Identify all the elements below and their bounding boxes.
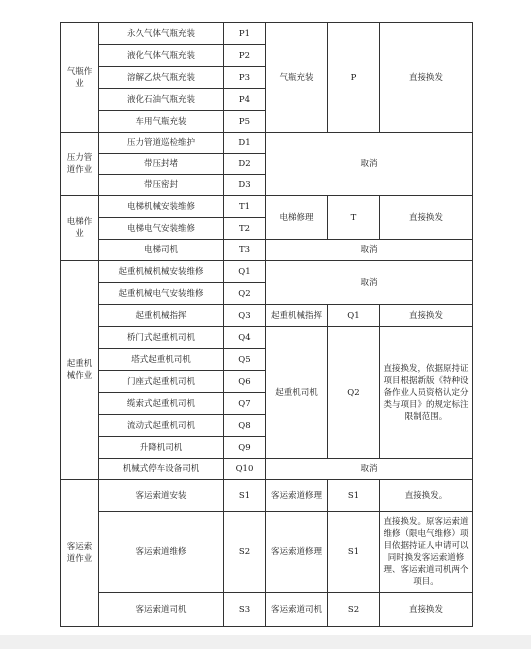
old-item-name: 带压封堵 [99,154,224,175]
old-item-code: Q2 [224,283,266,305]
old-item-code: Q3 [224,305,266,327]
table-row [61,459,473,480]
old-item-code: D2 [224,154,266,175]
new-item-code: T [328,196,380,240]
old-item-code: T2 [224,218,266,240]
old-item-code: S2 [224,512,266,593]
old-item-name: 机械式停车设备司机 [99,459,224,480]
category-cell: 电梯作业 [61,196,99,261]
old-item-name: 桥门式起重机司机 [99,327,224,349]
old-item-code: S3 [224,593,266,627]
old-item-code: D3 [224,175,266,196]
old-item-name: 起重机械机械安装维修 [99,261,224,283]
new-item-code: S1 [328,512,380,593]
old-item-code: S1 [224,480,266,512]
old-item-code: D1 [224,133,266,154]
conversion-note: 直接换发。 [380,480,473,512]
category-cell: 客运索道作业 [61,480,99,627]
old-item-code: P5 [224,111,266,133]
old-item-code: Q9 [224,437,266,459]
table-row [61,305,473,327]
table-row [61,261,473,283]
old-item-name: 客运索道维修 [99,512,224,593]
new-item-name: 起重机械指挥 [266,305,328,327]
new-item-code: Q1 [328,305,380,327]
cancel-cell: 取消 [266,261,473,305]
table-row [61,23,473,45]
conversion-note: 直接换发，依据原持证项目根据新版《特种设备作业人员资格认定分类与项目》的规定标注限制范围。 [380,327,473,459]
cancel-cell: 取消 [266,459,473,480]
new-item-name: 起重机司机 [266,327,328,459]
old-item-name: 流动式起重机司机 [99,415,224,437]
old-item-code: Q8 [224,415,266,437]
old-item-name: 缆索式起重机司机 [99,393,224,415]
old-item-name: 压力管道巡检维护 [99,133,224,154]
page-bottom-margin [0,635,531,649]
new-item-name: 客运索道修理 [266,480,328,512]
table-row [61,593,473,627]
conversion-table [60,22,473,627]
old-item-name: 液化气体气瓶充装 [99,45,224,67]
old-item-name: 带压密封 [99,175,224,196]
old-item-code: P2 [224,45,266,67]
old-item-code: Q4 [224,327,266,349]
old-item-code: Q10 [224,459,266,480]
new-item-code: Q2 [328,327,380,459]
old-item-name: 升降机司机 [99,437,224,459]
new-item-name: 气瓶充装 [266,23,328,133]
old-item-name: 起重机械电气安装维修 [99,283,224,305]
old-item-code: Q1 [224,261,266,283]
old-item-code: P3 [224,67,266,89]
table-row [61,480,473,512]
new-item-code: P [328,23,380,133]
category-cell: 压力管道作业 [61,133,99,196]
new-item-name: 客运索道修理 [266,512,328,593]
conversion-note: 直接换发 [380,23,473,133]
new-item-name: 电梯修理 [266,196,328,240]
conversion-note: 直接换发 [380,305,473,327]
new-item-code: S2 [328,593,380,627]
table-row [61,327,473,349]
old-item-name: 车用气瓶充装 [99,111,224,133]
old-item-name: 电梯机械安装维修 [99,196,224,218]
category-cell: 气瓶作业 [61,23,99,133]
old-item-code: T1 [224,196,266,218]
old-item-name: 塔式起重机司机 [99,349,224,371]
old-item-name: 溶解乙炔气瓶充装 [99,67,224,89]
old-item-code: T3 [224,240,266,261]
table-row [61,512,473,593]
table-row [61,240,473,261]
old-item-name: 门座式起重机司机 [99,371,224,393]
old-item-name: 客运索道司机 [99,593,224,627]
category-cell: 起重机械作业 [61,261,99,480]
new-item-name: 客运索道司机 [266,593,328,627]
conversion-note: 直接换发 [380,196,473,240]
conversion-note: 直接换发 [380,593,473,627]
new-item-code: S1 [328,480,380,512]
table-row [61,133,473,154]
old-item-name: 电梯电气安装维修 [99,218,224,240]
old-item-code: Q7 [224,393,266,415]
old-item-name: 起重机械指挥 [99,305,224,327]
old-item-code: P1 [224,23,266,45]
old-item-code: P4 [224,89,266,111]
old-item-name: 液化石油气瓶充装 [99,89,224,111]
old-item-code: Q6 [224,371,266,393]
old-item-name: 客运索道安装 [99,480,224,512]
old-item-name: 电梯司机 [99,240,224,261]
cancel-cell: 取消 [266,240,473,261]
old-item-code: Q5 [224,349,266,371]
old-item-name: 永久气体气瓶充装 [99,23,224,45]
table-row [61,196,473,218]
conversion-note: 直接换发。原客运索道维修（限电气维修）项目依据持证人申请可以同时换发客运索道修理、客运索道司机两个项目。 [380,512,473,593]
cancel-cell: 取消 [266,133,473,196]
